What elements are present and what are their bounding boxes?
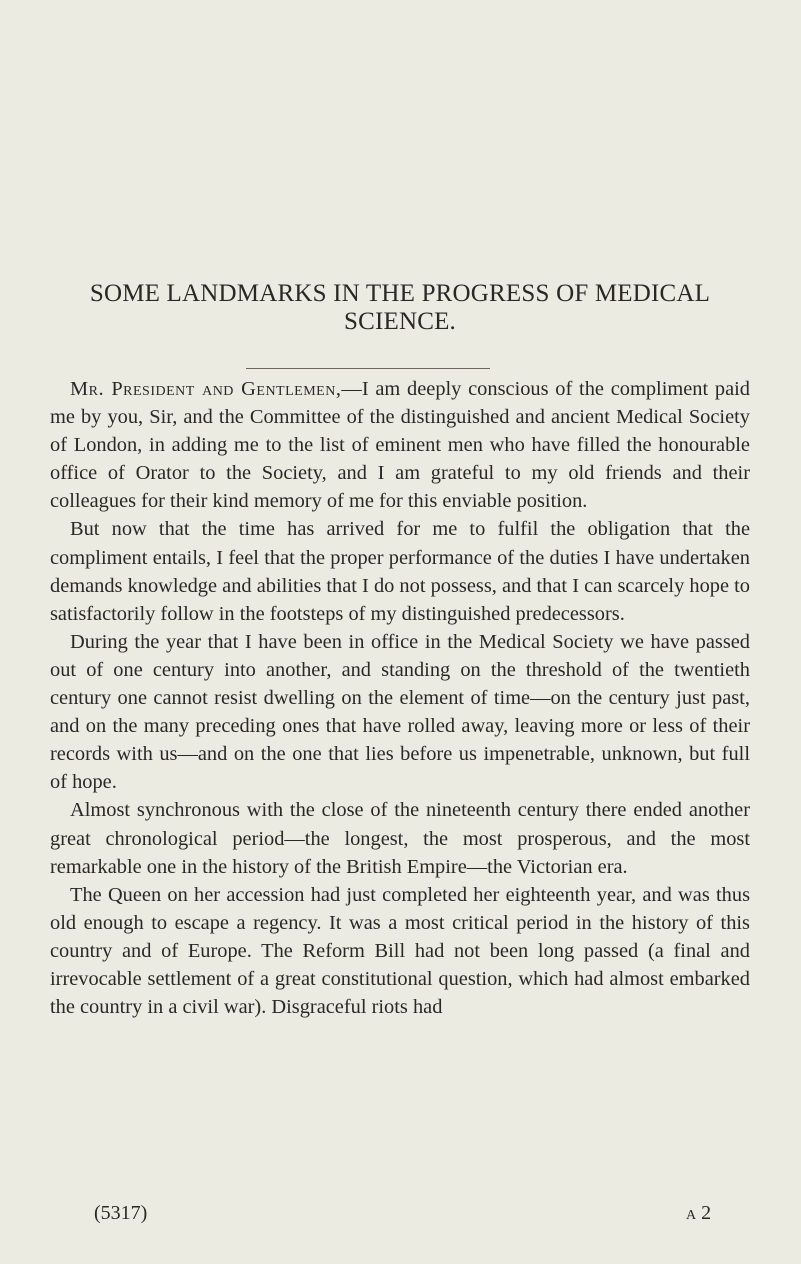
- body-text: [50, 375, 750, 1021]
- paragraph-2: But now that the time has arrived for me to fulfil the obligation that the compliment entails, I feel that the proper performance of the duties I have undertaken demands knowledge and abilities that I do not possess, and that I can scarcely hope to satisfactorily follow in the footsteps of my distinguished predecessors.: [50, 518, 750, 625]
- paragraph-1: [50, 375, 750, 515]
- signature-mark: a 2: [686, 1202, 712, 1224]
- paragraph-5: The Queen on her accession had just completed her eighteenth year, and was thus old enough to escape a regency. It was a most critical period in the history of this country and of Europe. The Reform Bill had not been long passed (a final and irrevocable settlement of a great constitutional question, which had almost embarked the country in a civil war). Disgraceful riots had: [50, 883, 750, 1019]
- salutation: Mr. President and Gentlemen,: [70, 378, 342, 400]
- printer-code: (5317): [94, 1202, 148, 1224]
- title-divider: [246, 368, 490, 369]
- paragraph-4: Almost synchronous with the close of the nineteenth century there ended another great chronological period—the longest, the most prosperous, and the most remarkable one in the history of the British Empire—the Victorian era.: [50, 799, 750, 878]
- paragraph-1-text: —I am deeply conscious of the compliment paid me by you, Sir, and the Committee of the distinguished and ancient Medical Society of London, in adding me to the list of eminent men who have filled the honourable office of Orator to the Society, and I am grateful to my old friends and their colleagues for their kind memory of me for this enviable position.: [50, 378, 750, 513]
- chapter-title-line-2: SCIENCE.: [343, 308, 457, 335]
- paragraph-3: During the year that I have been in office in the Medical Society we have passed out of one century into another, and standing on the threshold of the twentieth century one cannot resist dwelling on the element of time—on the century just past, and on the many preceding ones that have rolled away, leaving more or less of their records with us—and on the one that lies before us impenetrable, unknown, but full of hope.: [50, 630, 750, 794]
- chapter-title-line-1: SOME LANDMARKS IN THE PROGRESS OF MEDICAL: [89, 280, 711, 307]
